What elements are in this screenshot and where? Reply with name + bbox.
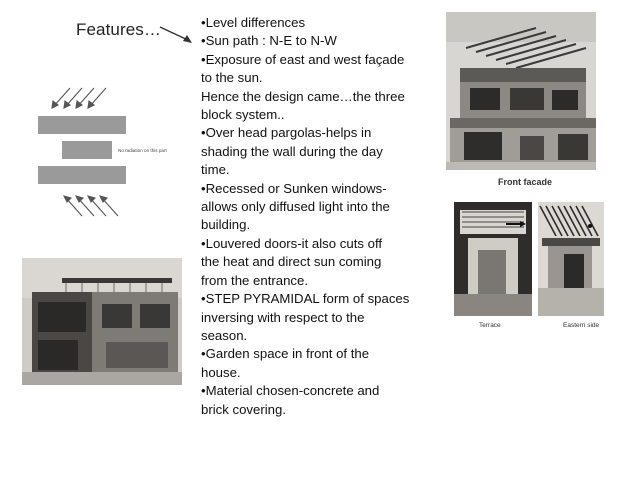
feature-line: •STEP PYRAMIDAL form of spaces [201,291,410,307]
feature-line: building. [201,217,251,233]
sun-path-diagram [36,82,186,232]
feature-line: brick covering. [201,401,287,417]
eastern-side-caption: Eastern side [563,322,600,329]
feature-line: •Louvered doors-it also cuts off [201,235,383,251]
front-facade-photo [446,12,596,170]
feature-line: shading the wall during the day [201,143,383,159]
feature-line: the heat and direct sun coming [201,254,382,270]
feature-line: •Recessed or Sunken windows- [201,180,387,196]
arrow-icon [158,24,196,46]
bottom-ray-arrows [64,196,118,216]
feature-line: from the entrance. [201,272,309,288]
feature-line: season. [201,327,248,343]
feature-line: inversing with respect to the [201,309,365,325]
feature-line: to the sun. [201,70,263,86]
feature-line: •Material chosen-concrete and [201,383,380,399]
feature-line: •Over head pargolas-helps in [201,125,372,141]
block-middle [62,141,112,159]
feature-list [201,14,433,419]
front-facade-caption: Front facade [498,177,553,187]
block-bottom [38,166,126,184]
feature-line: •Sun path : N-E to N-W [201,33,337,49]
terrace-caption: Terrace [479,322,501,329]
feature-line: •Exposure of east and west façade [201,51,405,67]
feature-line: time. [201,162,230,178]
feature-line: •Garden space in front of the [201,346,370,362]
feature-line: Hence the design came…the three [201,88,405,104]
feature-line: house. [201,364,241,380]
eastern-side-photo [538,202,604,316]
feature-line: •Level differences [201,15,306,30]
no-radiation-label: No radiation on this part [118,148,167,153]
top-ray-arrows [52,88,106,108]
terrace-photo [454,202,532,316]
building-photo [22,258,182,385]
block-top [38,116,126,134]
page-title: Features… [76,20,161,39]
feature-line: block system.. [201,107,285,123]
feature-line: allows only diffused light into the [201,199,390,215]
